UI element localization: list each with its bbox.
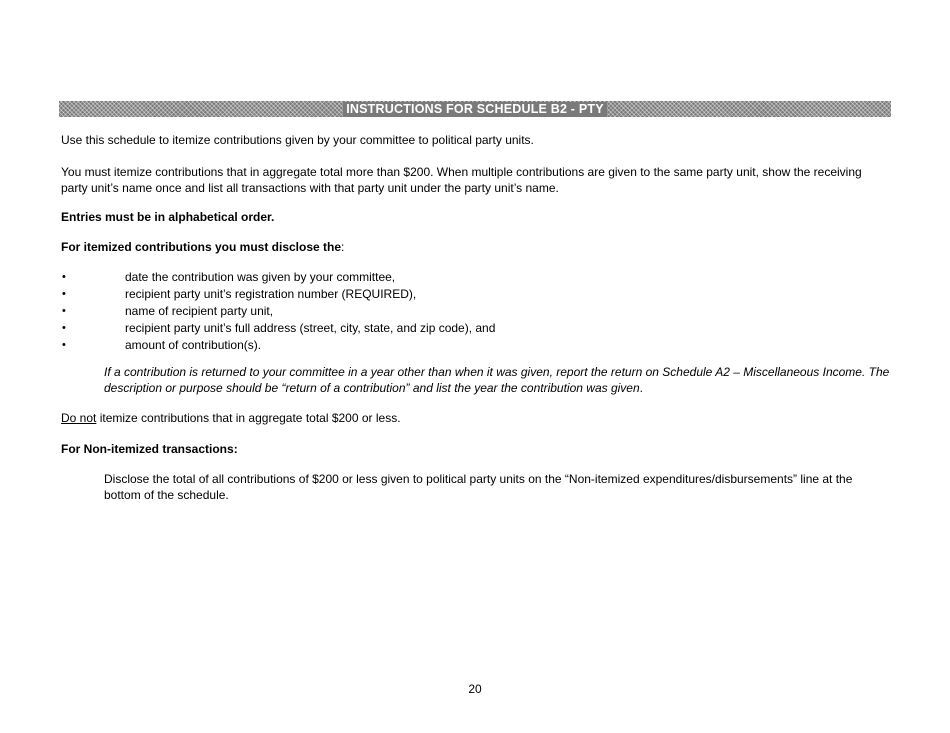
list-item-text: name of recipient party unit, xyxy=(125,304,274,318)
disclosure-list xyxy=(61,269,861,354)
non-itemized-heading: For Non-itemized transactions: xyxy=(61,442,238,456)
list-item xyxy=(61,286,861,303)
alphabetical-order-note: Entries must be in alphabetical order. xyxy=(61,210,275,224)
list-item-text: recipient party unit’s registration number (REQUIRED), xyxy=(125,287,417,301)
list-item xyxy=(61,320,861,337)
section-header-bar xyxy=(59,101,891,117)
bullet-icon: • xyxy=(62,322,66,334)
list-item-text: recipient party unit’s full address (street, city, state, and zip code), and xyxy=(125,321,496,335)
itemize-rule-paragraph: You must itemize contributions that in aggregate total more than $200. When multiple contributions are given to the same party unit, show the receiving party unit’s name once and list all transactions with that party unit under the party unit’s name. xyxy=(61,165,862,195)
returned-contribution-note xyxy=(104,364,894,396)
list-item-text: amount of contribution(s). xyxy=(125,338,262,352)
bullet-icon: • xyxy=(62,305,66,317)
list-item-text: date the contribution was given by your committee, xyxy=(125,270,396,284)
bullet-icon: • xyxy=(62,339,66,351)
returned-note-text: If a contribution is returned to your committee in a year other than when it was given, report the return on Schedule A2 – Miscellaneous Income. The description or purpose should be “return of a contribution” and list the year the contribution was given xyxy=(104,365,890,395)
disclose-heading xyxy=(61,239,891,255)
returned-note-period: . xyxy=(639,381,643,395)
do-not-text: itemize contributions that in aggregate total $200 or less. xyxy=(96,411,401,425)
disclose-heading-text: For itemized contributions you must disclose the xyxy=(61,240,342,254)
bullet-icon: • xyxy=(62,288,66,300)
non-itemized-paragraph: Disclose the total of all contributions of $200 or less given to political party units on the “Non-itemized expenditures/disbursements” line at the bottom of the schedule. xyxy=(104,472,853,502)
list-item xyxy=(61,269,861,286)
do-not-emphasis: Do not xyxy=(61,411,97,425)
page-number: 20 xyxy=(468,682,482,696)
list-item xyxy=(61,337,861,354)
intro-paragraph: Use this schedule to itemize contributions given by your committee to political party units. xyxy=(61,133,534,147)
list-item xyxy=(61,303,861,320)
do-not-itemize-paragraph xyxy=(61,410,891,426)
disclose-heading-colon: : xyxy=(341,240,345,254)
bullet-icon: • xyxy=(62,271,66,283)
section-title: INSTRUCTIONS FOR SCHEDULE B2 - PTY xyxy=(343,102,607,117)
